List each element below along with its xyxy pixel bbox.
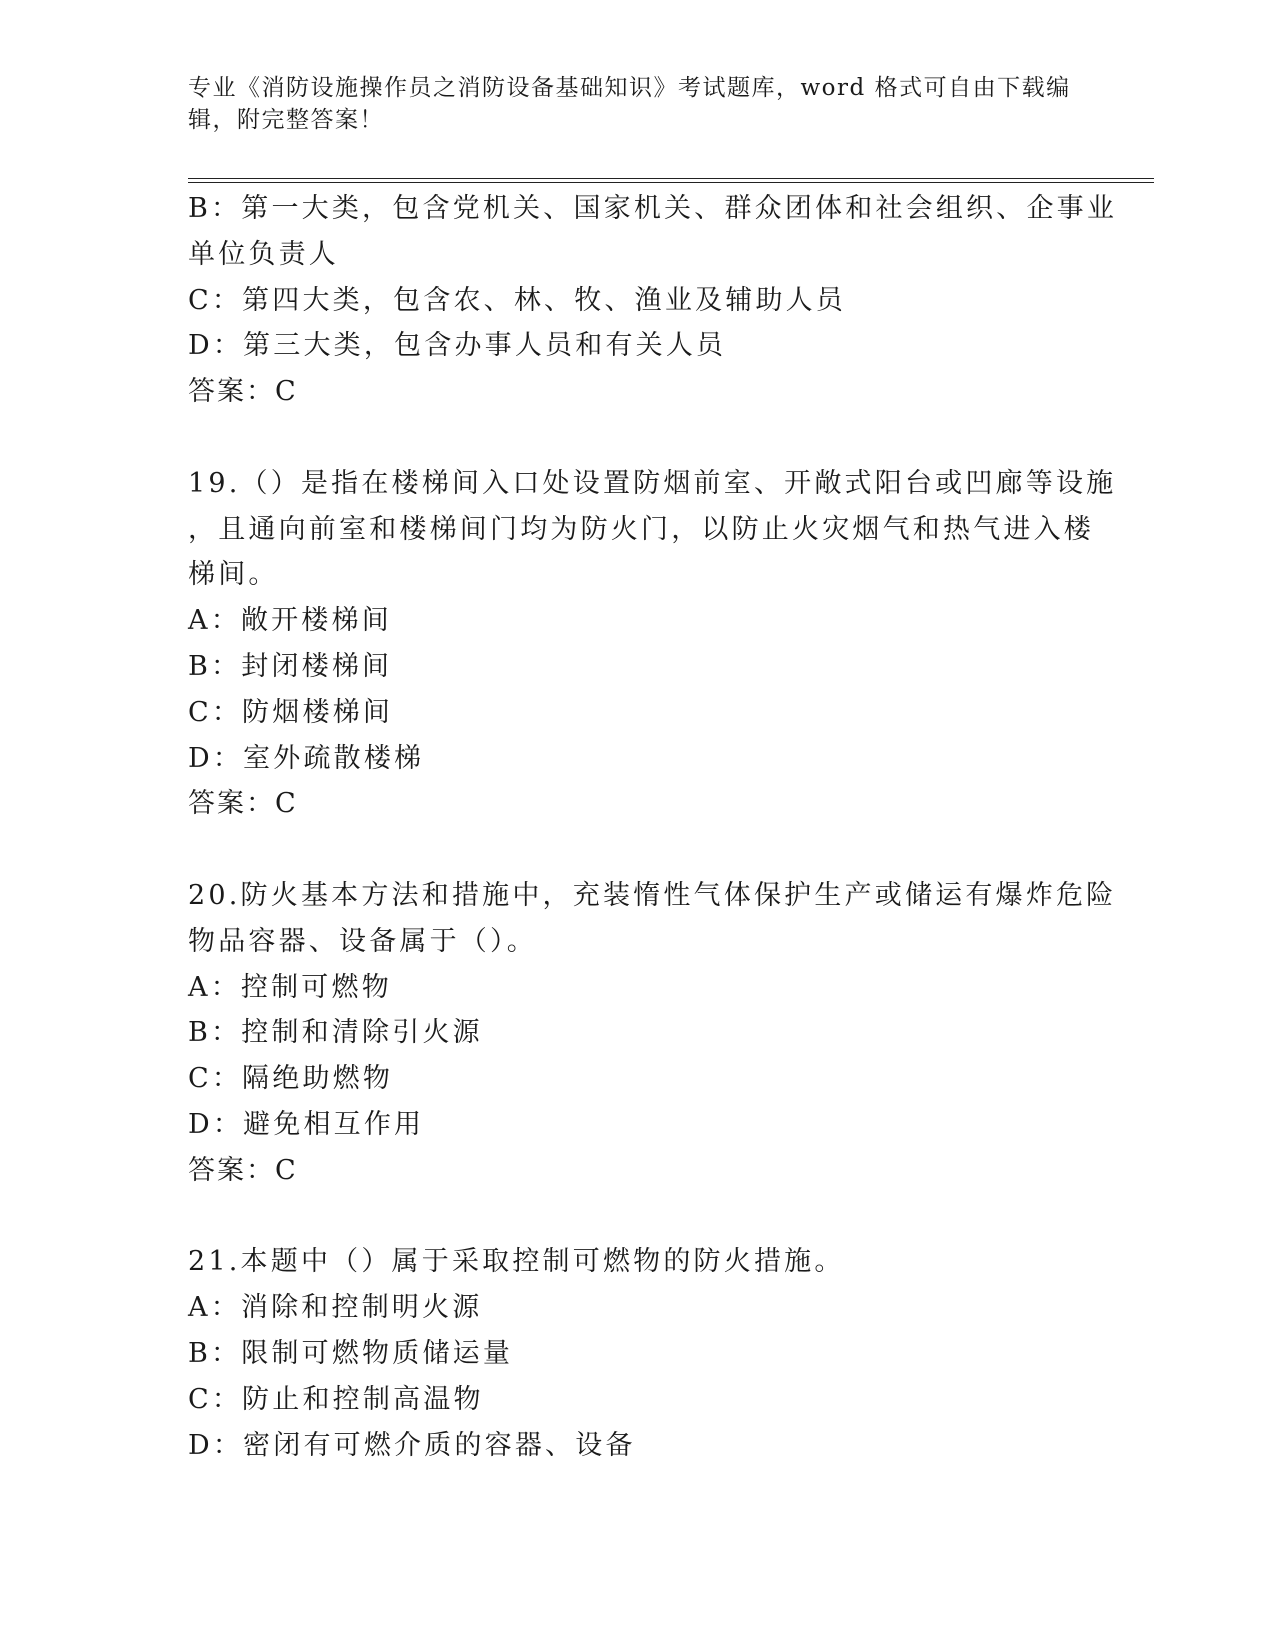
option-c: C：第四大类，包含农、林、牧、渔业及辅助人员 — [188, 284, 847, 316]
question-block-18 — [188, 186, 1118, 415]
option-c: C：防烟楼梯间 — [188, 696, 394, 728]
question-block-20 — [188, 873, 1117, 1194]
option-b: B：封闭楼梯间 — [188, 650, 393, 682]
question-list — [188, 186, 1118, 1468]
option-d: D：避免相互作用 — [188, 1108, 425, 1140]
header-divider-bottom — [188, 182, 1154, 183]
header-divider-top — [188, 178, 1154, 179]
question-stem: 20.防火基本方法和措施中，充装惰性气体保护生产或储运有爆炸危险 — [188, 879, 1117, 911]
option-c: C：防止和控制高温物 — [188, 1383, 484, 1415]
answer: 答案：C — [188, 1154, 298, 1186]
question-block-21 — [188, 1239, 1088, 1468]
question-stem: ，且通向前室和楼梯间门均为防火门，以防止火灾烟气和热气进入楼 — [188, 513, 1094, 545]
question-stem: 21.本题中（）属于采取控制可燃物的防火措施。 — [188, 1246, 845, 1278]
question-stem: 梯间。 — [188, 559, 279, 591]
spacer — [188, 827, 1088, 873]
question-stem: 物品容器、设备属于（）。 — [188, 925, 537, 957]
header-line: 专业《消防设施操作员之消防设备基础知识》考试题库，word 格式可自由下载编 — [188, 75, 1071, 101]
option-d: D：室外疏散楼梯 — [188, 742, 425, 774]
document-header — [188, 72, 1071, 136]
option-b: B：第一大类，包含党机关、国家机关、群众团体和社会组织、企事业 — [188, 193, 1118, 224]
option-d: D：第三大类，包含办事人员和有关人员 — [188, 330, 727, 362]
option-d: D：密闭有可燃介质的容器、设备 — [188, 1429, 636, 1461]
option-b-continued: 单位负责人 — [188, 238, 339, 270]
option-a: A：控制可燃物 — [188, 971, 392, 1003]
spacer — [188, 1194, 1088, 1240]
option-b: B：控制和清除引火源 — [188, 1017, 483, 1049]
answer: 答案：C — [188, 788, 298, 820]
option-a: A：消除和控制明火源 — [188, 1292, 483, 1324]
option-c: C：隔绝助燃物 — [188, 1063, 394, 1095]
answer: 答案：C — [188, 376, 298, 408]
option-b: B：限制可燃物质储运量 — [188, 1337, 514, 1369]
option-a: A：敞开楼梯间 — [188, 605, 392, 637]
question-block-19 — [188, 461, 1117, 827]
question-stem: 19.（）是指在楼梯间入口处设置防烟前室、开敞式阳台或凹廊等设施 — [188, 467, 1117, 499]
header-line: 辑，附完整答案！ — [188, 107, 384, 133]
spacer — [188, 415, 1088, 461]
